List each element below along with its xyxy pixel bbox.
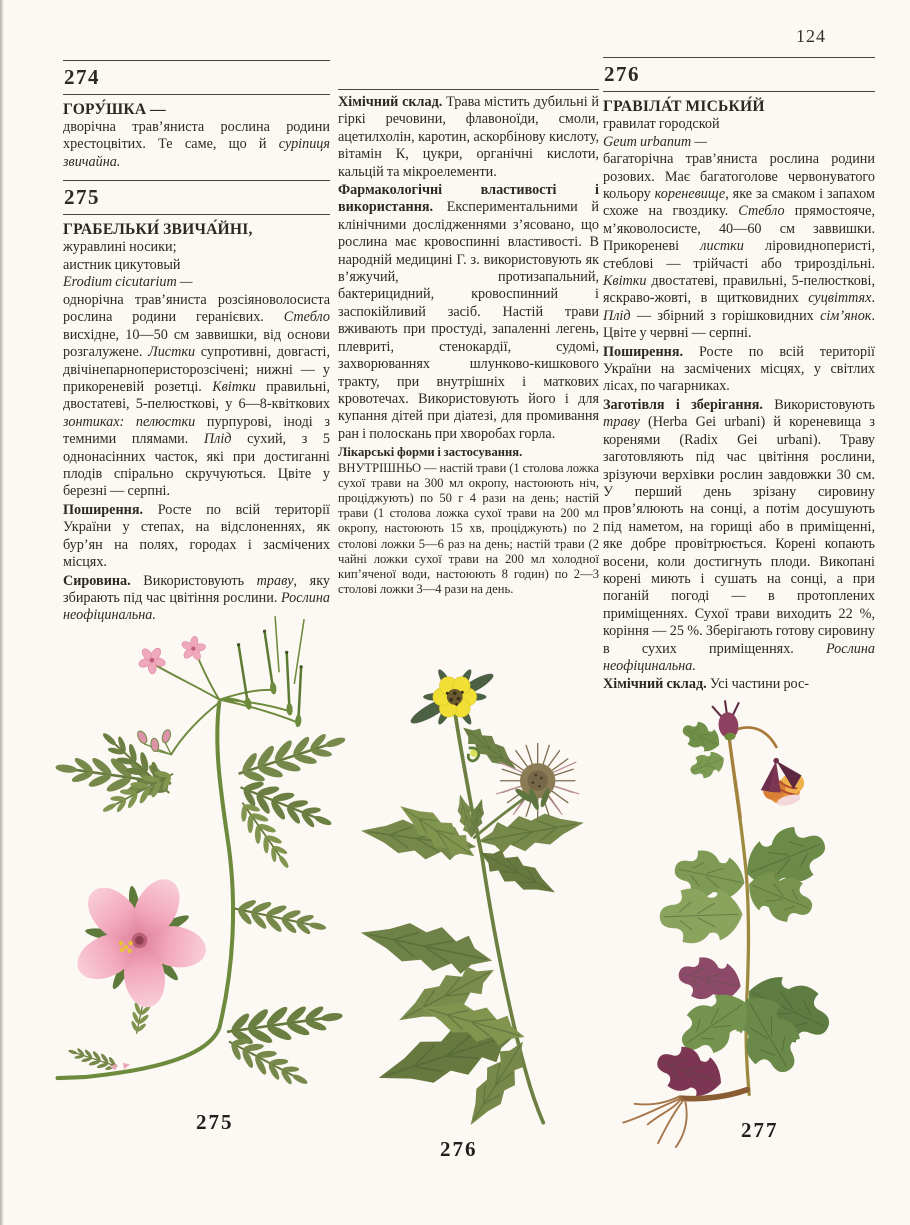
geum-urbanum-bud — [468, 748, 478, 761]
section-rule — [63, 94, 330, 95]
entry-276-distribution: Поширення. Росте по всій території України на засмічених місцях, у світлих лісах, по чагарниках. — [603, 343, 875, 395]
figure-caption-277: 277 — [741, 1118, 779, 1142]
entry-number-275: 275 — [64, 185, 100, 210]
erodium-small-flowers — [135, 634, 208, 678]
entry-275-pharmacology: Фармакологічні властивості і використання. Експериментальними й клінічними дослідженнями з’ясовано, що рослина має кровоспинні властивості. В народній медицині Г. з. використовують як в’яжучий, протизапальний, бактерицидний, кровоспинний і заспокійливий засіб. Настій трави вживають при простуді, запаленні легень, плевриті, стенокардії, судомі, захворюваннях шлунково-кишкового тракту, при внутрішніх і маткових кровотечах. Використовують його і для купання дітей при діатезі, для промивання ран і полоскань при хворобах горла. — [338, 182, 599, 442]
section-rule — [603, 91, 875, 92]
column-center — [338, 89, 599, 598]
figure-caption-275: 275 — [196, 1110, 234, 1134]
entry-number-276: 276 — [604, 62, 640, 86]
entry-title-275: ГРАБЕЛЬКИ́ ЗВИЧА́ЙНІ, — [63, 221, 253, 239]
entry-number-274: 274 — [64, 65, 100, 89]
page-number: 124 — [796, 26, 826, 46]
illustration-geum-nodding-flower — [597, 700, 905, 1162]
entry-275-distribution: Поширення. Росте по всій території України у степах, на відслоненнях, як бур’ян на полях, городах і засмічених місцях. — [63, 501, 330, 571]
illustration-erodium-cicutarium — [50, 612, 352, 1157]
geum-urbanum-seed-head — [497, 744, 579, 819]
dosage-forms-heading: Лікарські форми і застосування. — [338, 445, 523, 460]
entry-275-raw-material: Сировина. Використовують траву, яку збирають під час цвітіння рослини. Рослина неофіцинальна. — [63, 572, 330, 624]
entry-title-274: ГОРУ́ШКА — — [63, 101, 166, 118]
figure-caption-276: 276 — [440, 1137, 478, 1161]
section-rule — [63, 214, 330, 215]
entry-276-russian-name: гравилат городской — [603, 116, 720, 132]
column-right — [603, 57, 875, 695]
geum-urbanum-flower — [408, 668, 496, 728]
entry-275-latin-name: Erodium cicutarium — — [63, 274, 193, 291]
dosage-forms-text: ВНУТРІШНЬО — настій трави (1 столова ложка сухої трави на 300 мл окропу, настоюють ніч, проціджують) по 50 г 4 рази на день; настій трави (1 столова ложка сухої трави на 200 мл окропу, настоюють 15 хв, проціджують) по 2 столові ложки 5—6 раз на день; настій трави (2 чайні ложки сухої трави на 200 мл холодної кип’яченої води, настоюють 8 годин) по 2—3 столові ложки 3—4 рази на день. — [338, 460, 599, 597]
entry-title-276: ГРАВІЛА́Т МІСЬКИ́Й — [603, 98, 765, 115]
page-scan-edge — [0, 0, 4, 1225]
entry-275-russian-name: аистник цикутовый — [63, 256, 181, 273]
erodium-large-flower — [70, 871, 209, 1010]
entry-276-description: багаторічна трав’яниста рослина родини розових. Має багатоголове червонуватого кольору кореневище, яке за смаком і запахом схоже на гвоздику. Стебло прямостояче, м’яковолосисте, 40—60 см заввишки. Прикореневі листки ліровидноперисті, стеблові — трійчасті або трироздільні. Квітки двостатеві, правильні, 5-пелюсткові, яскраво-жовті, в щитковидних суцвіттях. Плід — збірний з горішковидних сім’янок. Цвіте у червні — серпні. — [603, 151, 875, 342]
geum-nodding-flower — [754, 752, 809, 811]
entry-275-description: однорічна трав’яниста розсіяноволосиста рослина родини геранієвих. Стебло висхідне, 10—50 см заввишки, від основи розгалужене. Листки супротивні, довгасті, двічінепарноперисторозсічені; нижні — у прикореневій розетці. Квітки правильні, двостатеві, 5-пелюсткові, у 6—8-квіткових зонтиках: пелюстки пурпурові, іноді з темними плямами. Плід сухий, з 5 однонасінних часток, які при достиганні плодів спірально скручуються. Цвіте у березні — серпні. — [63, 292, 330, 500]
entry-275-synonym: журавлині носики; — [63, 239, 177, 256]
column-left — [63, 60, 330, 626]
entry-276-harvest-storage: Заготівля і зберігання. Використовують траву (Herba Gei urbani) й кореневища з коренями (Radix Gei urbani). Траву заготовляють під час цвітіння рослини, зрізуючи верхівки рослин завдовжки 30 см. У перший день зрізану сировину пров’ялюють на сонці, а потім досушують під наметом, на горищі або в приміщенні, яке добре провітрюється. Корені копають восени, коли достигнуть плоди. Викопані корені миють і сушать на сонці, а при поганій погоді — в протоплених приміщеннях. Сухої трави виходить 22 %, коріння — 25 %. Зберігають готову сировину в сухих приміщеннях. Рослина неофіцинальна. — [603, 396, 875, 674]
illustration-geum-urbanum — [330, 655, 628, 1200]
section-rule — [338, 89, 599, 90]
entry-276-latin-name: Geum urbanum — — [603, 133, 708, 150]
entry-274-body: дворічна трав’яниста рослина родини хрестоцвітих. Те саме, що й суріпиця звичайна. — [63, 119, 330, 170]
entry-275-chemical-composition: Хімічний склад. Трава містить дубильні й гіркі речовини, флавоноїди, смоли, ацетилхолін, каротин, аскорбінову кислоту, вітамін К, цукри, органічні кислоти, кальцій та мікроелементи. — [338, 94, 599, 180]
geum-rhizome-roots — [623, 1090, 747, 1147]
erodium-buds — [136, 729, 172, 752]
entry-276-chemical-composition: Хімічний склад. Усі частини рос- — [603, 676, 810, 693]
